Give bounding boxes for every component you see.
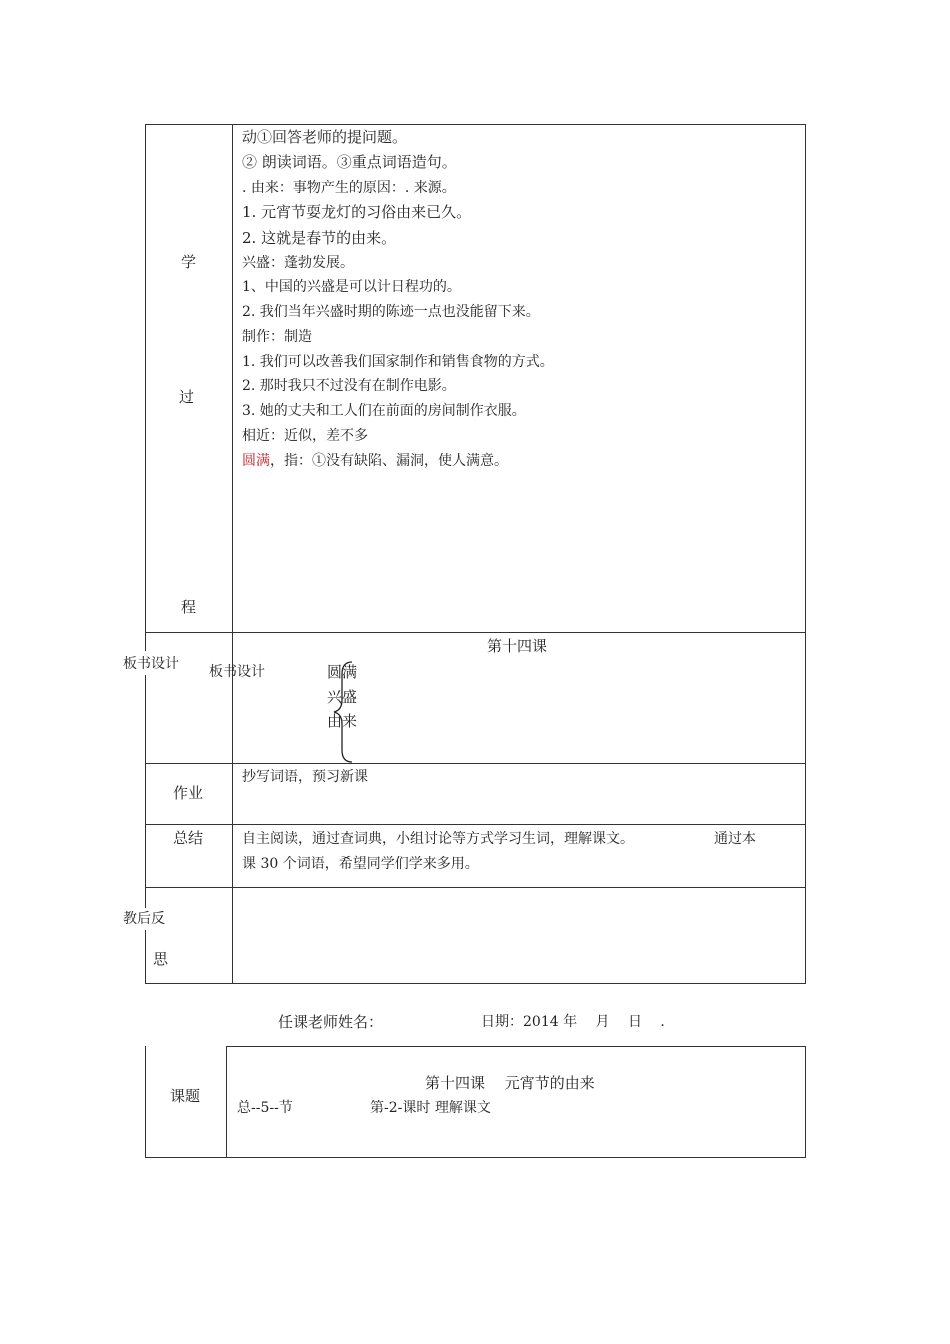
teacher-name-label: 任课老师姓名： xyxy=(278,1013,384,1031)
process-line-1: 动①回答老师的提问题。 xyxy=(242,128,408,146)
board-title: 第十四课 xyxy=(487,637,548,655)
process-line-9: 制作：制造 xyxy=(242,329,312,345)
process-line-8: 2. 我们当年兴盛时期的陈迹一点也没能留下来。 xyxy=(242,304,540,320)
highlight-word: 圆满 xyxy=(242,453,270,469)
date-label: 日期：2014 年 月 日 . xyxy=(481,1014,665,1030)
next-table-bottom-border xyxy=(145,1157,806,1158)
process-line-11: 2. 那时我只不过没有在制作电影。 xyxy=(242,378,456,394)
board-word-2: 兴盛 xyxy=(327,688,358,706)
next-lesson-label: 课题 xyxy=(170,1087,201,1105)
homework-label: 作业 xyxy=(173,784,204,802)
reflection-outer-label: 教后反 xyxy=(123,911,165,927)
process-line-5: 2. 这就是春节的由来。 xyxy=(242,229,397,247)
process-line-12: 3. 她的丈夫和工人们在前面的房间制作衣服。 xyxy=(242,403,526,419)
table-top-border xyxy=(145,124,806,125)
column-divider xyxy=(232,124,233,984)
process-line-14-rest: ，指：①没有缺陷、漏洞，使人满意。 xyxy=(270,453,508,469)
curly-brace-icon xyxy=(330,660,360,764)
table-right-border xyxy=(805,124,806,984)
summary-line-1-right: 通过本 xyxy=(714,831,756,847)
table-left-border-bottom xyxy=(145,930,146,984)
process-side-char-3: 程 xyxy=(181,598,197,616)
next-table-left-border xyxy=(145,1046,146,1158)
process-line-7: 1、中国的兴盛是可以计日程功的。 xyxy=(242,279,461,295)
board-word-1: 圆满 xyxy=(327,663,358,681)
next-lesson-period: 第-2-课时 理解课文 xyxy=(370,1100,491,1116)
next-table-column-divider xyxy=(226,1046,227,1158)
table-left-border xyxy=(145,124,146,651)
table-left-border-lower xyxy=(145,675,146,908)
process-line-13: 相近：近似，差不多 xyxy=(242,428,368,444)
process-line-6: 兴盛：蓬勃发展。 xyxy=(242,255,354,271)
next-lesson-total: 总--5--节 xyxy=(237,1100,293,1116)
table-bottom-border xyxy=(145,983,806,984)
reflection-side-char: 思 xyxy=(153,950,169,968)
process-side-char-1: 学 xyxy=(181,253,197,271)
summary-line-2: 课 30 个词语，希望同学们学来多用。 xyxy=(242,856,479,872)
next-table-right-border xyxy=(805,1046,806,1158)
row-divider-homework xyxy=(145,763,806,764)
summary-line-1: 自主阅读，通过查词典，小组讨论等方式学习生词，理解课文。 xyxy=(242,831,634,847)
process-line-3: . 由来：事物产生的原因：. 来源。 xyxy=(242,180,456,196)
homework-text: 抄写词语，预习新课 xyxy=(242,769,368,785)
process-line-14 xyxy=(242,452,508,470)
board-outer-label: 板书设计 xyxy=(123,656,179,672)
process-line-10: 1. 我们可以改善我们国家制作和销售食物的方式。 xyxy=(242,354,554,370)
summary-label: 总结 xyxy=(173,829,204,847)
next-table-top-border xyxy=(226,1046,806,1047)
row-divider-summary xyxy=(145,824,806,825)
process-line-2: ② 朗读词语。③重点词语造句。 xyxy=(242,153,457,171)
row-divider-reflection xyxy=(145,887,806,888)
process-side-char-2: 过 xyxy=(179,388,195,406)
process-line-4: 1. 元宵节耍龙灯的习俗由来已久。 xyxy=(242,203,472,221)
next-lesson-title: 第十四课 元宵节的由来 xyxy=(425,1074,595,1092)
board-word-3: 由来 xyxy=(327,712,358,730)
row-divider-board xyxy=(145,632,806,633)
board-inner-label: 板书设计 xyxy=(209,664,265,680)
